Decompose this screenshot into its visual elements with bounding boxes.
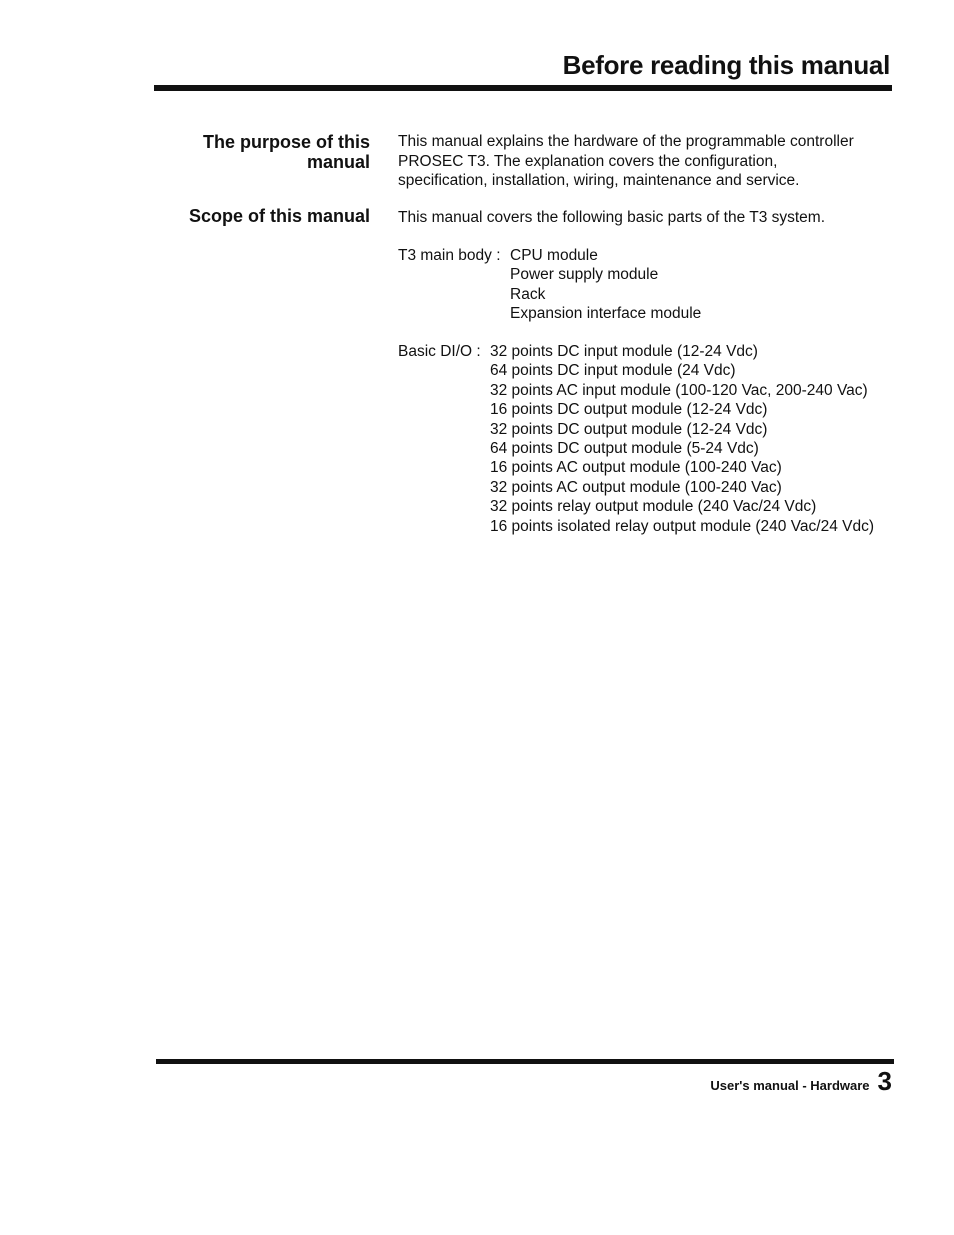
- list-item: Power supply module: [510, 266, 659, 284]
- main-body-items: [510, 246, 701, 324]
- purpose-line: This manual explains the hardware of the programmable controller: [398, 133, 854, 150]
- footer-label: User's manual - Hardware: [710, 1078, 870, 1093]
- list-item: Rack: [510, 285, 546, 303]
- purpose-body: [398, 132, 854, 191]
- purpose-heading-line1: The purpose of this: [202, 132, 370, 152]
- page-number: 3: [877, 1066, 892, 1096]
- list-item: 16 points isolated relay output module (240 Vac/24 Vdc): [490, 517, 875, 535]
- footer: [710, 1066, 892, 1097]
- purpose-heading-line2: manual: [306, 152, 370, 172]
- main-body-lead: T3 main body :: [398, 247, 501, 264]
- list-item: 16 points AC output module (100-240 Vac): [490, 459, 782, 477]
- list-item: 32 points DC input module (12-24 Vdc): [490, 343, 758, 360]
- list-item: 64 points DC input module (24 Vdc): [490, 362, 736, 380]
- list-item: CPU module: [510, 247, 598, 264]
- list-item: 16 points DC output module (12-24 Vdc): [490, 401, 768, 419]
- basic-dio-items: [490, 342, 874, 536]
- list-item: 32 points AC output module (100-240 Vac): [490, 478, 782, 496]
- basic-dio-lead: Basic DI/O :: [398, 343, 481, 360]
- list-item: Expansion interface module: [510, 305, 702, 323]
- purpose-heading: [130, 132, 370, 172]
- page-title: Before reading this manual: [562, 50, 890, 80]
- purpose-line: specification, installation, wiring, maintenance and service.: [398, 172, 800, 189]
- scope-intro: This manual covers the following basic parts of the T3 system.: [398, 209, 826, 226]
- list-item: 32 points relay output module (240 Vac/24 Vdc): [490, 498, 817, 516]
- header-rule: [154, 85, 892, 91]
- purpose-line: PROSEC T3. The explanation covers the configuration,: [398, 152, 778, 170]
- basic-dio-list: [398, 342, 875, 535]
- list-item: 64 points DC output module (5-24 Vdc): [490, 440, 759, 458]
- scope-heading: Scope of this manual: [188, 206, 370, 226]
- list-item: 32 points DC output module (12-24 Vdc): [490, 420, 768, 438]
- footer-rule: [156, 1059, 894, 1064]
- list-item: 32 points AC input module (100-120 Vac, 200-240 Vac): [490, 381, 868, 399]
- main-body-list: [398, 246, 702, 323]
